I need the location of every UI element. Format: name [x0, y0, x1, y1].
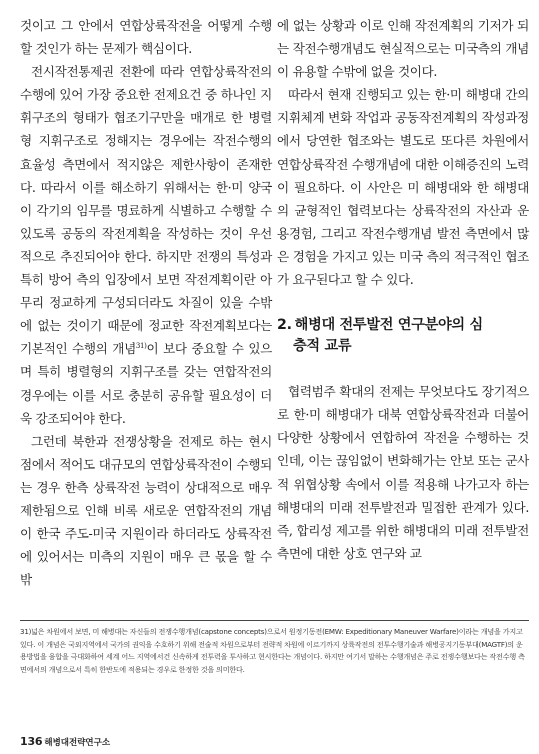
section-title-line-1: 해병대 전투발전 연구분야의 심 — [294, 317, 483, 334]
right-paragraph-3: 협력범주 확대의 전제는 무엇보다도 장기적으로 한·미 해병대가 대북 연합상륙작전과 더불어 다양한 상황에서 연합하여 작전을 수행하는 것인데, 이는 끊임없이 변화해가는 안보 또는 군사적 위협상황 속에서 이를 적용해 나가고자 하는 해병대의 미래 전투발전과 밀접한 관계가 있다. 즉, 합리성 제고를 위한 해병대의 미래 전투발전 측면에 대한 상호 연구와 교 — [277, 384, 529, 561]
section-title-line-2: 층적 교류 — [293, 338, 352, 355]
right-paragraph-2: 따라서 현재 진행되고 있는 한·미 해병대 간의 지휘체계 변화 작업과 공동작전계획의 작성과정에서 당연한 협조와는 별도로 또다른 차원에서 연합상륙작전 수행개념에 대한 이해증진의 노력이 필요하다. 이 사안은 미 해병대와 한 해병대의 균형적인 협력보다는 상륙작전의 자산과 운용경험, 그리고 작전수행개념 발전 측면에서 많은 경험을 가지고 있는 미국 측의 적극적인 협조가 요구된다고 할 수 있다. — [277, 87, 529, 288]
footnote-divider — [20, 620, 529, 621]
right-paragraph-1: 에 없는 상황과 이로 인해 작전계획의 기저가 되는 작전수행개념도 현실적으로는 미국측의 개념이 유용할 수밖에 없을 것이다. — [277, 18, 529, 80]
page-number: 136 — [20, 735, 43, 748]
footnote-mark: 31) — [20, 627, 32, 636]
left-paragraph-3: 그런데 북한과 전쟁상황을 전제로 하는 현시점에서 적어도 대규모의 연합상륙작전이 수행되는 경우 한측 상륙작전 능력이 상대적으로 매우 제한됨으로 인해 비록 새로운 연합작전의 개념이 한국 주도-미국 지원이라 하더라도 상륙작전에 있어서는 미측의 지원이 매우 큰 몫을 할 수밖 — [20, 433, 272, 588]
footnote-reference[interactable]: 31) — [135, 342, 147, 351]
footnote-text: 넓은 차원에서 보면, 미 해병대는 자신들의 전쟁수행개념(capstone concepts)으로서 원정기동전(EMW: Expeditionary Maneuver Warfare)이라는 개념을 가지고 있다. 이 개념은 국외지역에서 국가의 권익을 수호하기 위해 전술적 차원으로부터 전략적 차원에 이르기까지 상륙작전의 전투수행기술과 해병공지기동부대(MAGTF)의 운용방법을 융합을 극대화하여 세계 어느 지역에서건 신속하게 전투력을 투사하고 현시한다는 개념이다. 하지만 여기서 말하는 수행개념은 주로 전쟁수행보다는 작전수행 측면에서의 개념으로서 특히 한반도에 적용되는 경우로 한정한 것을 의미한다. — [20, 627, 525, 674]
left-paragraph-2-tail: 이 보다 중요할 수 있으며 특히 병렬형의 지휘구조를 갖는 연합작전의 경우에는 이를 서로 충분히 공유할 필요성이 더욱 강조되어야 한다. — [20, 341, 272, 426]
page-footer — [20, 730, 110, 749]
left-paragraph-2 — [20, 60, 272, 430]
left-paragraph-1: 것이고 그 안에서 연합상륙작전을 어떻게 수행할 것인가 하는 문제가 핵심이다. — [20, 18, 272, 57]
footnote — [20, 626, 529, 676]
left-column — [20, 14, 272, 591]
section-number: 2. — [277, 317, 292, 334]
right-column — [277, 14, 529, 565]
section-heading — [277, 315, 529, 357]
publisher-name: 해병대전략연구소 — [44, 738, 111, 748]
left-paragraph-2-text: 전시작전통제권 전환에 따라 연합상륙작전의 수행에 있어 가장 중요한 전제요건 중 하나인 지휘구조의 형태가 협조기구만을 매개로 한 병렬형 지휘구조로 정해지는 경우에는 작전수행의 효율성 측면에서 적지않은 제한사항이 존재한다. 따라서 이를 해소하기 위해서는 한·미 양국이 각기의 임무를 명료하게 식별하고 수행할 수 있도록 공동의 작전계획을 작성하는 것이 우선적으로 추진되어야 한다. 하지만 전쟁의 특성과 특히 방어 측의 입장에서 보면 작전계획이란 아무리 정교하게 구성되더라도 차질이 있을 수밖에 없는 것이기 때문에 정교한 작전계획보다는 기본적인 수행의 개념 — [20, 64, 272, 357]
